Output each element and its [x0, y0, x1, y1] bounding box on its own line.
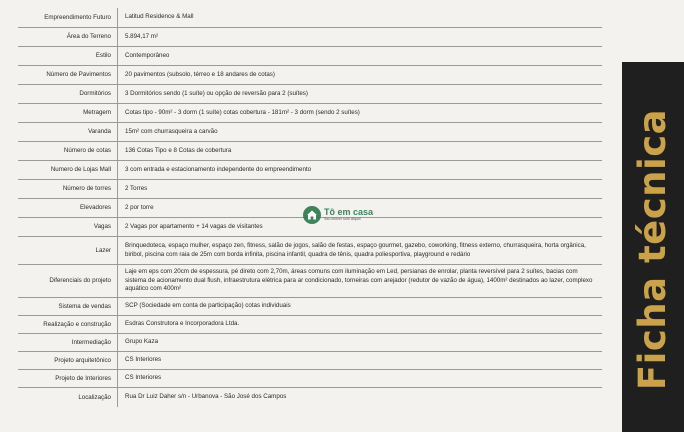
row-label: Diferenciais do projeto — [18, 265, 118, 297]
house-logo-icon — [303, 206, 321, 224]
row-value: 3 com entrada e estacionamento independente do empreendimento — [125, 165, 312, 173]
watermark-brand: Tô em casa — [324, 207, 374, 218]
side-banner — [622, 62, 684, 432]
row-value: Cotas tipo - 90m² - 3 dorm (1 suíte) cotas cobertura - 181m² - 3 dorm (sendo 2 suítes) — [125, 108, 360, 116]
row-value: 136 Cotas Tipo e 8 Cotas de cobertura — [125, 146, 232, 154]
watermark — [303, 206, 373, 224]
table-row — [18, 352, 602, 370]
row-label: Dormitórios — [18, 85, 118, 103]
table-row — [18, 388, 602, 407]
row-value: Esdras Construtora e Incorporadora Ltda. — [125, 320, 240, 328]
row-label: Numero de Lojas Mall — [18, 161, 118, 179]
row-label: Empreendimento Futuro — [18, 8, 118, 27]
row-value: Rua Dr Luiz Daher s/n - Urbanova - São José dos Campos — [125, 393, 287, 401]
row-value: Brinquedoteca, espaço mulher, espaço zen, fitness, salão de jogos, salão de festas, espaço gourmet, gazebo, coworking, fitness externo, churrasqueira, horta orgânica, biribol, piscina com raia de 25m com borda infinita, piscina infantil, quadra de tênis, quadra poliesportiva, playground e redário — [125, 242, 586, 258]
row-value: Contemporâneo — [125, 51, 170, 59]
row-value: Grupo Kaza — [125, 338, 159, 346]
row-label: Estilo — [18, 47, 118, 65]
table-row — [18, 370, 602, 388]
row-value: Laje em eps com 20cm de espessura, pé direto com 2,70m, áreas comuns com iluminação em Led, persianas de enrolar, planta reversível para 2 suítes, bacias com sistema de acionamento dual flush, infraestrutura elétrica para ar condicionado, torneiras com arejador (redutor de vazão de água), 1400m² destinados ao lazer, complexo aquático com 400m² — [125, 268, 593, 293]
table-row — [18, 66, 602, 85]
table-row — [18, 142, 602, 161]
row-label: Metragem — [18, 104, 118, 122]
table-row — [18, 237, 602, 265]
row-label: Projeto arquitetônico — [18, 352, 118, 369]
row-value: SCP (Sociedade em conta de participação) cotas individuais — [125, 302, 291, 310]
row-value: CS Interiores — [125, 356, 162, 364]
row-label: Intermediação — [18, 334, 118, 351]
row-label: Vagas — [18, 218, 118, 236]
table-row — [18, 265, 602, 298]
row-value: CS Interiores — [125, 374, 162, 382]
row-value: 15m² com churrasqueira a carvão — [125, 127, 218, 135]
table-row — [18, 161, 602, 180]
row-label: Número de torres — [18, 180, 118, 198]
row-label: Realização e construção — [18, 316, 118, 333]
row-label: Projeto de Interiores — [18, 370, 118, 387]
table-row — [18, 85, 602, 104]
row-value: 20 pavimentos (subsolo, térreo e 18 andares de cotas) — [125, 70, 275, 78]
row-value: 2 Vagas por apartamento + 14 vagas de visitantes — [125, 222, 263, 230]
row-label: Número de Pavimentos — [18, 66, 118, 84]
row-value: 2 Torres — [125, 184, 148, 192]
table-row — [18, 104, 602, 123]
row-value: Latitud Residence & Mall — [125, 13, 194, 21]
table-row — [18, 28, 602, 47]
page-title: Ficha técnica — [631, 108, 675, 390]
row-label: Lazer — [18, 237, 118, 264]
row-label: Localização — [18, 388, 118, 407]
table-row — [18, 180, 602, 199]
table-row — [18, 298, 602, 316]
row-label: Varanda — [18, 123, 118, 141]
table-row — [18, 8, 602, 28]
row-value: 2 por torre — [125, 203, 154, 211]
table-row — [18, 316, 602, 334]
table-row — [18, 123, 602, 142]
row-value: 3 Dormitórios sendo (1 suíte) ou opção de reversão para 2 (suítes) — [125, 89, 308, 97]
row-label: Sistema de vendas — [18, 298, 118, 315]
table-row — [18, 47, 602, 66]
row-label: Área do Terreno — [18, 28, 118, 46]
table-row — [18, 334, 602, 352]
row-value: 5.894,17 m² — [125, 32, 159, 40]
row-label: Elevadores — [18, 199, 118, 217]
watermark-tagline: Seu imóvel num clique! — [324, 217, 362, 222]
row-label: Número de cotas — [18, 142, 118, 160]
